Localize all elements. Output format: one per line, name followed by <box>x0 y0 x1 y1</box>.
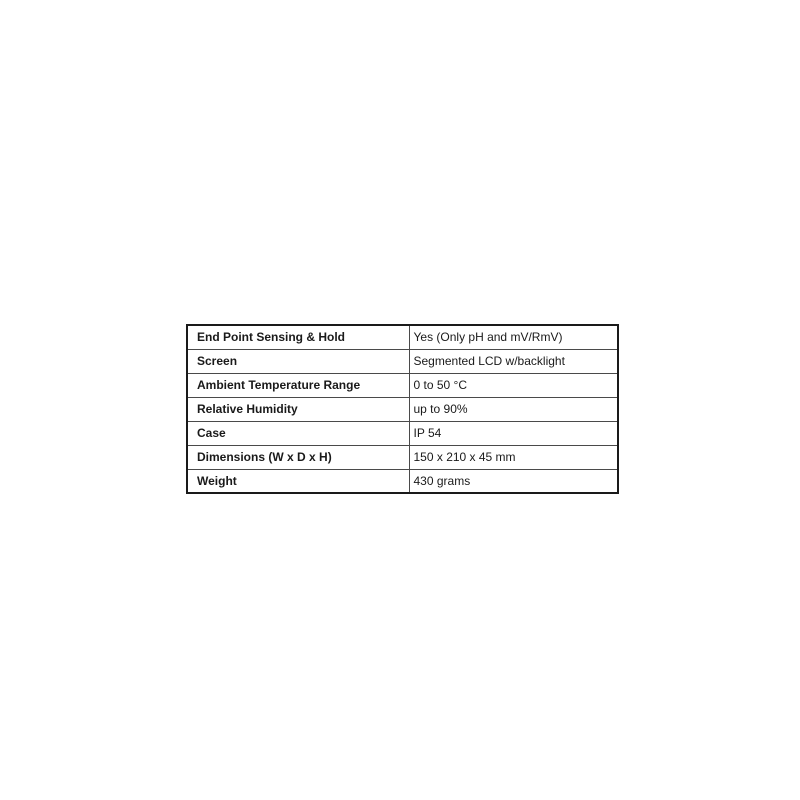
spec-label-cell: Ambient Temperature Range <box>187 373 409 397</box>
spec-label-cell: Relative Humidity <box>187 397 409 421</box>
table-row <box>187 325 618 349</box>
spec-table <box>186 324 619 494</box>
spec-label-cell: Weight <box>187 469 409 493</box>
spec-value-cell: IP 54 <box>409 421 618 445</box>
table-row <box>187 421 618 445</box>
spec-label-cell: Case <box>187 421 409 445</box>
spec-value-cell: Yes (Only pH and mV/RmV) <box>409 325 618 349</box>
table-row <box>187 397 618 421</box>
spec-value-cell: 150 x 210 x 45 mm <box>409 445 618 469</box>
spec-table-body <box>187 325 618 493</box>
spec-label-cell: Dimensions (W x D x H) <box>187 445 409 469</box>
table-row <box>187 445 618 469</box>
table-row <box>187 349 618 373</box>
table-row <box>187 373 618 397</box>
spec-label-cell: End Point Sensing & Hold <box>187 325 409 349</box>
spec-value-cell: 0 to 50 °C <box>409 373 618 397</box>
spec-value-cell: up to 90% <box>409 397 618 421</box>
spec-value-cell: Segmented LCD w/backlight <box>409 349 618 373</box>
spec-value-cell: 430 grams <box>409 469 618 493</box>
spec-label-cell: Screen <box>187 349 409 373</box>
table-row <box>187 469 618 493</box>
